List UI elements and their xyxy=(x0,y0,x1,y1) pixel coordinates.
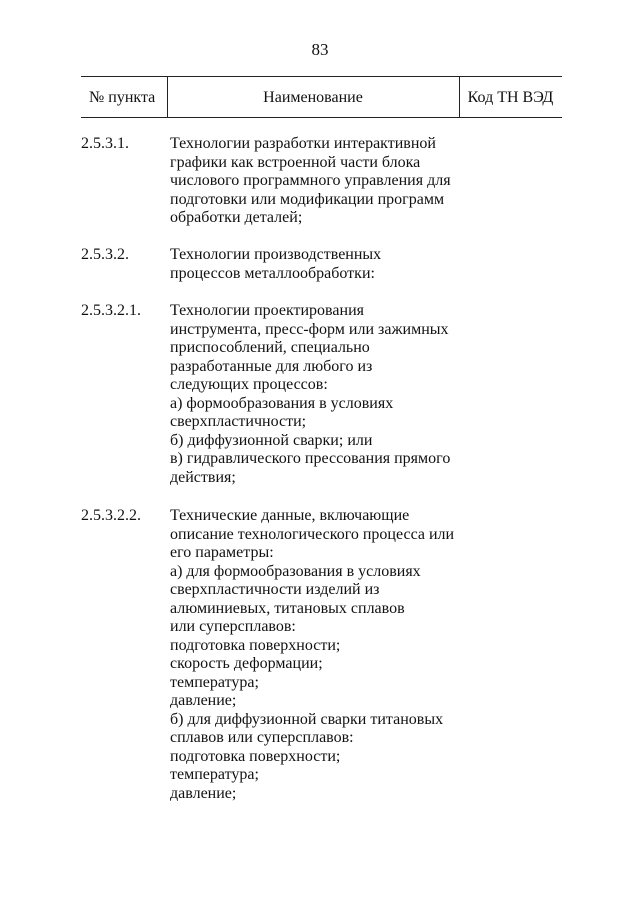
description-line: а) формообразования в условиях xyxy=(170,394,394,412)
row-description xyxy=(170,507,470,803)
description-line: процессов металлообработки: xyxy=(170,264,375,282)
description-line: Технические данные, включающие xyxy=(170,507,410,524)
description-line: алюминиевых, титановых сплавов xyxy=(170,599,405,617)
description-line: давление; xyxy=(170,692,237,709)
header-code: Код ТН ВЭД xyxy=(467,89,554,106)
description-line: давление; xyxy=(170,784,237,802)
description-line: в) гидравлического прессования прямого xyxy=(170,450,451,467)
description-line: действия; xyxy=(170,468,236,486)
description-line: инструмента, пресс-форм или зажимных xyxy=(170,320,449,338)
description-line: сверхпластичности изделий из xyxy=(170,581,380,598)
description-line: подготовка поверхности; xyxy=(170,636,341,654)
description-line: подготовка поверхности; xyxy=(170,747,341,765)
description-line: описание технологического процесса или xyxy=(170,525,455,543)
description-line: сверхпластичности; xyxy=(170,413,307,430)
description-line: графики как встроенной части блока xyxy=(170,153,421,171)
description-line: обработки деталей; xyxy=(170,209,303,226)
row-description xyxy=(170,246,470,283)
description-line: Технологии разработки интерактивной xyxy=(170,135,436,152)
description-line: приспособлений, специально xyxy=(170,339,370,356)
description-line: Технологии производственных xyxy=(170,246,382,263)
header-item-number: № пункта xyxy=(89,89,156,106)
description-line: числового программного управления для xyxy=(170,172,451,189)
description-line: сплавов или суперсплавов: xyxy=(170,729,354,746)
description-line: или суперсплавов: xyxy=(170,618,296,635)
row-description xyxy=(170,302,470,487)
description-line: его параметры: xyxy=(170,544,274,561)
row-number: 2.5.3.2.1. xyxy=(81,302,141,319)
row-description xyxy=(170,135,470,228)
header-name: Наименование xyxy=(263,89,363,106)
description-line: скорость деформации; xyxy=(170,655,323,672)
table-header xyxy=(81,76,562,118)
description-line: Технологии проектирования xyxy=(170,302,364,319)
description-line: температура; xyxy=(170,766,259,783)
description-line: температура; xyxy=(170,673,259,691)
row-number: 2.5.3.2. xyxy=(81,246,129,263)
row-number: 2.5.3.2.2. xyxy=(81,507,141,524)
description-line: следующих процессов: xyxy=(170,376,328,393)
description-line: б) диффузионной сварки; или xyxy=(170,431,373,449)
description-line: б) для диффузионной сварки титановых xyxy=(170,710,444,728)
description-line: а) для формообразования в условиях xyxy=(170,562,421,580)
description-line: разработанные для любого из xyxy=(170,357,373,375)
page-number: 83 xyxy=(311,40,329,59)
row-number: 2.5.3.1. xyxy=(81,135,129,152)
description-line: подготовки или модификации программ xyxy=(170,190,445,208)
